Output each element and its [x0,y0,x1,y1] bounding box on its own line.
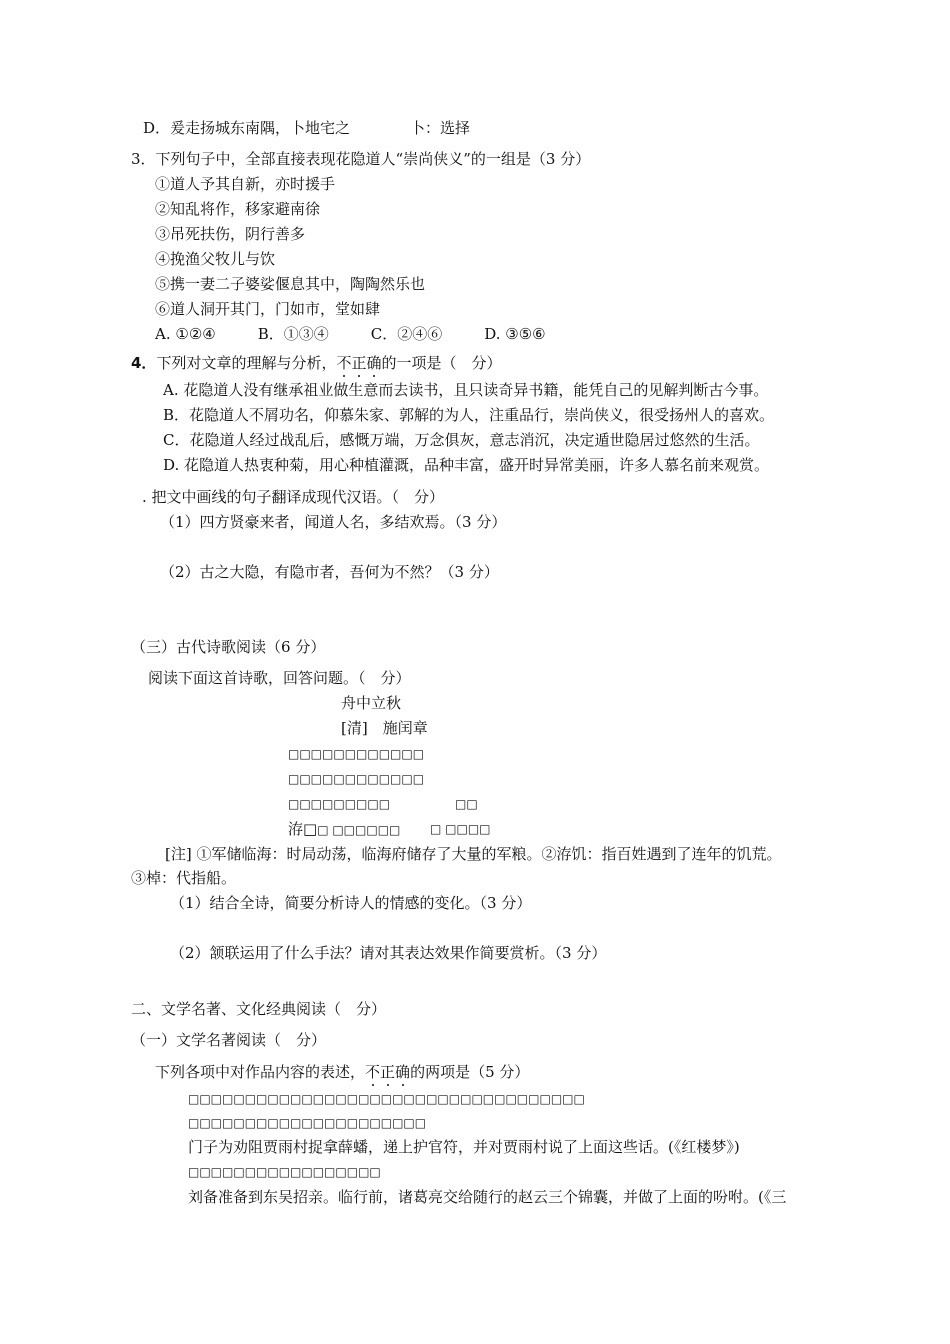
poem-question-2: （2）颔联运用了什么手法？请对其表达效果作简要赏析。（3 分） [170,944,607,962]
poem-line-mid: □ □□□□□□ [317,823,401,837]
q4-option-c: C．花隐道人经过战乱后，感慨万端，万念俱灰，意志消沉，决定遁世隐居过悠然的生活。 [163,431,760,449]
part2-option-text: 门子为劝阻贾雨村捉拿薛蟠，递上护官符，并对贾雨村说了上面这些话。(《红楼梦》) [188,1138,740,1156]
q3-item: ③吊死扶伤，阴行善多 [155,225,306,243]
poem-line: □□□□□□□□□ [288,797,391,811]
poem-title: 舟中立秋 [341,694,402,712]
q4-stem-b: 的一项是（ 分） [381,354,502,372]
part2-subheading: （一）文学名著阅读（ 分） [131,1031,327,1049]
part2-stem-a: 下列各项中对作品内容的表述， [155,1063,366,1081]
q2-option-d-text: D．爰走扬城东南隅，卜地宅之 [143,119,351,137]
q3-options [155,324,546,344]
q3-option: C．②④⑥ [370,325,443,343]
part2-stem-b: 的两项是（5 分） [410,1063,530,1081]
poem-note-2: ③棹：代指船。 [131,869,237,887]
part2-stem [155,1062,529,1082]
poem-line: □□□□□□□□□□□□ [288,772,425,786]
q4-option-a: A. 花隐道人没有继承祖业做生意而去读书，且只读奇异书籍，能凭自己的见解判断古今事。 [163,381,769,399]
q3-option: A. ①②④ [155,325,216,343]
poem-section-title: （三）古代诗歌阅读（6 分） [131,638,326,656]
q5-stem: . 把文中画线的句子翻译成现代汉语。（ 分） [142,488,445,506]
poem-line [288,819,400,840]
q4-option-d: D. 花隐道人热衷种菊，用心种植灌溉，品种丰富，盛开时异常美丽，许多人慕名前来观赏。 [163,456,770,474]
part2-garbled-line: □□□□□□□□□□□□□□□□□□□□□ [188,1116,427,1130]
q4-option-b: B．花隐道人不屑功名，仰慕朱家、郭解的为人，注重品行，崇尚侠义，很受扬州人的喜欢。 [163,406,775,424]
q3-item: ②知乱将作，移家避南徐 [155,200,321,218]
q3-item: ①道人予其自新，亦时援手 [155,175,336,193]
poem-line: □□□□□□□□□□□□ [288,747,425,761]
q5-sentence-1: （1）四方贤豪来者，闻道人名，多结欢焉。（3 分） [160,513,507,531]
q3-stem: 3．下列句子中，全部直接表现花隐道人“崇尚侠义”的一组是（3 分） [131,150,591,168]
q4-emphasis: 不正确 [336,354,382,372]
poem-line: □□ [455,797,478,811]
part2-garbled-line: □□□□□□□□□□□□□□□□□ [188,1165,381,1179]
q4-number: 4． [131,354,157,372]
q5-sentence-2: （2）古之大隐，有隐市者，吾何为不然？（3 分） [160,563,499,581]
poem-author: [清] 施闰章 [341,719,428,737]
q2-option-d-gloss: 卜：选择 [410,119,471,137]
poem-note-1: [注] ①军储临海：时局动荡，临海府储存了大量的军粮。②洊饥：指百姓遇到了连年的饥荒。 [165,845,782,863]
poem-line-start: 洊□ [288,820,318,838]
part2-heading: 二、文学名著、文化经典阅读（ 分） [131,1000,387,1018]
q4-stem [131,353,502,373]
part2-garbled-line: □□□□□□□□□□□□□□□□□□□□□□□□□□□□□□□□□□□ [188,1092,585,1106]
q3-option: D. ③⑤⑥ [484,325,546,343]
part2-option-text: 刘备准备到东吴招亲。临行前，诸葛亮交给随行的赵云三个锦囊，并做了上面的吩咐。(《三 [188,1188,787,1206]
poem-line: □ □□□□ [430,822,491,836]
q3-item: ⑤携一妻二子婆娑偃息其中，陶陶然乐也 [155,275,426,293]
q3-item: ④挽渔父牧儿与饮 [155,250,276,268]
q3-option: B．①③④ [257,325,329,343]
q2-option-d [143,118,470,138]
q3-item: ⑥道人洞开其门，门如市，堂如肆 [155,300,381,318]
q4-stem-a: 下列对文章的理解与分析， [156,354,337,372]
poem-question-1: （1）结合全诗，简要分析诗人的情感的变化。（3 分） [170,894,532,912]
poem-intro: 阅读下面这首诗歌，回答问题。（ 分） [148,669,411,687]
part2-emphasis: 不正确 [365,1063,411,1081]
